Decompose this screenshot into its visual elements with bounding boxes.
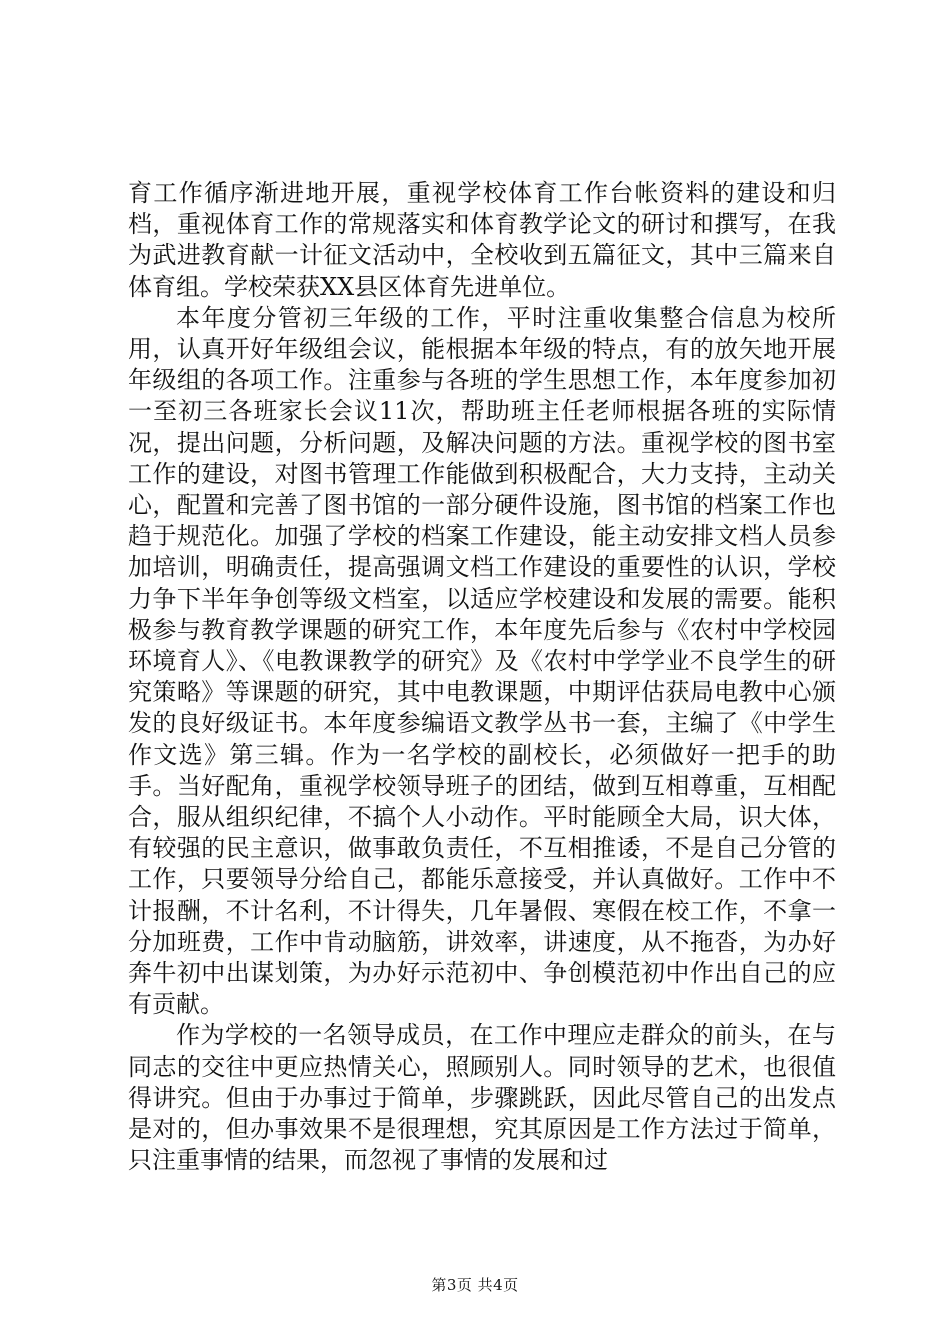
body-text <box>128 178 836 1177</box>
paragraph-2: 本年度分管初三年级的工作，平时注重收集整合信息为校所用，认真开好年级组会议，能根据本年级的特点，有的放矢地开展年级组的各项工作。注重参与各班的学生思想工作，本年度参加初一至初三各班家长会议11次，帮助班主任老师根据各班的实际情况，提出问题，分析问题，及解决问题的方法。重视学校的图书室工作的建设，对图书管理工作能做到积极配合，大力支持，主动关心，配置和完善了图书馆的一部分硬件设施，图书馆的档案工作也趋于规范化。加强了学校的档案工作建设，能主动安排文档人员参加培训，明确责任，提高强调文档工作建设的重要性的认识，学校力争下半年争创等级文档室，以适应学校建设和发展的需要。能积极参与教育教学课题的研究工作，本年度先后参与《农村中学校园环境育人》、《电教课教学的研究》及《农村中学学业不良学生的研究策略》等课题的研究，其中电教课题，中期评估获局电教中心颁发的良好级证书。本年度参编语文教学丛书一套，主编了《中学生作文选》第三辑。作为一名学校的副校长，必须做好一把手的助手。当好配角，重视学校领导班子的团结，做到互相尊重，互相配合，服从组织纪律，不搞个人小动作。平时能顾全大局，识大体，有较强的民主意识，做事敢负责任，不互相推诿，不是自己分管的工作，只要领导分给自己，都能乐意接受，并认真做好。工作中不计报酬，不计名利，不计得失，几年暑假、寒假在校工作，不拿一分加班费，工作中肯动脑筋，讲效率，讲速度，从不拖沓，为办好奔牛初中出谋划策，为办好示范初中、争创模范初中作出自己的应有贡献。 <box>128 303 836 1019</box>
paragraph-1: 育工作循序渐进地开展，重视学校体育工作台帐资料的建设和归档，重视体育工作的常规落实和体育教学论文的研讨和撰写，在我为武进教育献一计征文活动中，全校收到五篇征文，其中三篇来自体育组。学校荣获XX县区体育先进单位。 <box>128 179 836 301</box>
page-footer: 第3页 共4页 <box>431 1276 519 1294</box>
paragraph-3: 作为学校的一名领导成员，在工作中理应走群众的前头，在与同志的交往中更应热情关心，照顾别人。同时领导的艺术，也很值得讲究。但由于办事过于简单，步骤跳跃，因此尽管自己的出发点是对的，但办事效果不是很理想，究其原因是工作方法过于简单，只注重事情的结果，而忽视了事情的发展和过 <box>128 1021 836 1175</box>
